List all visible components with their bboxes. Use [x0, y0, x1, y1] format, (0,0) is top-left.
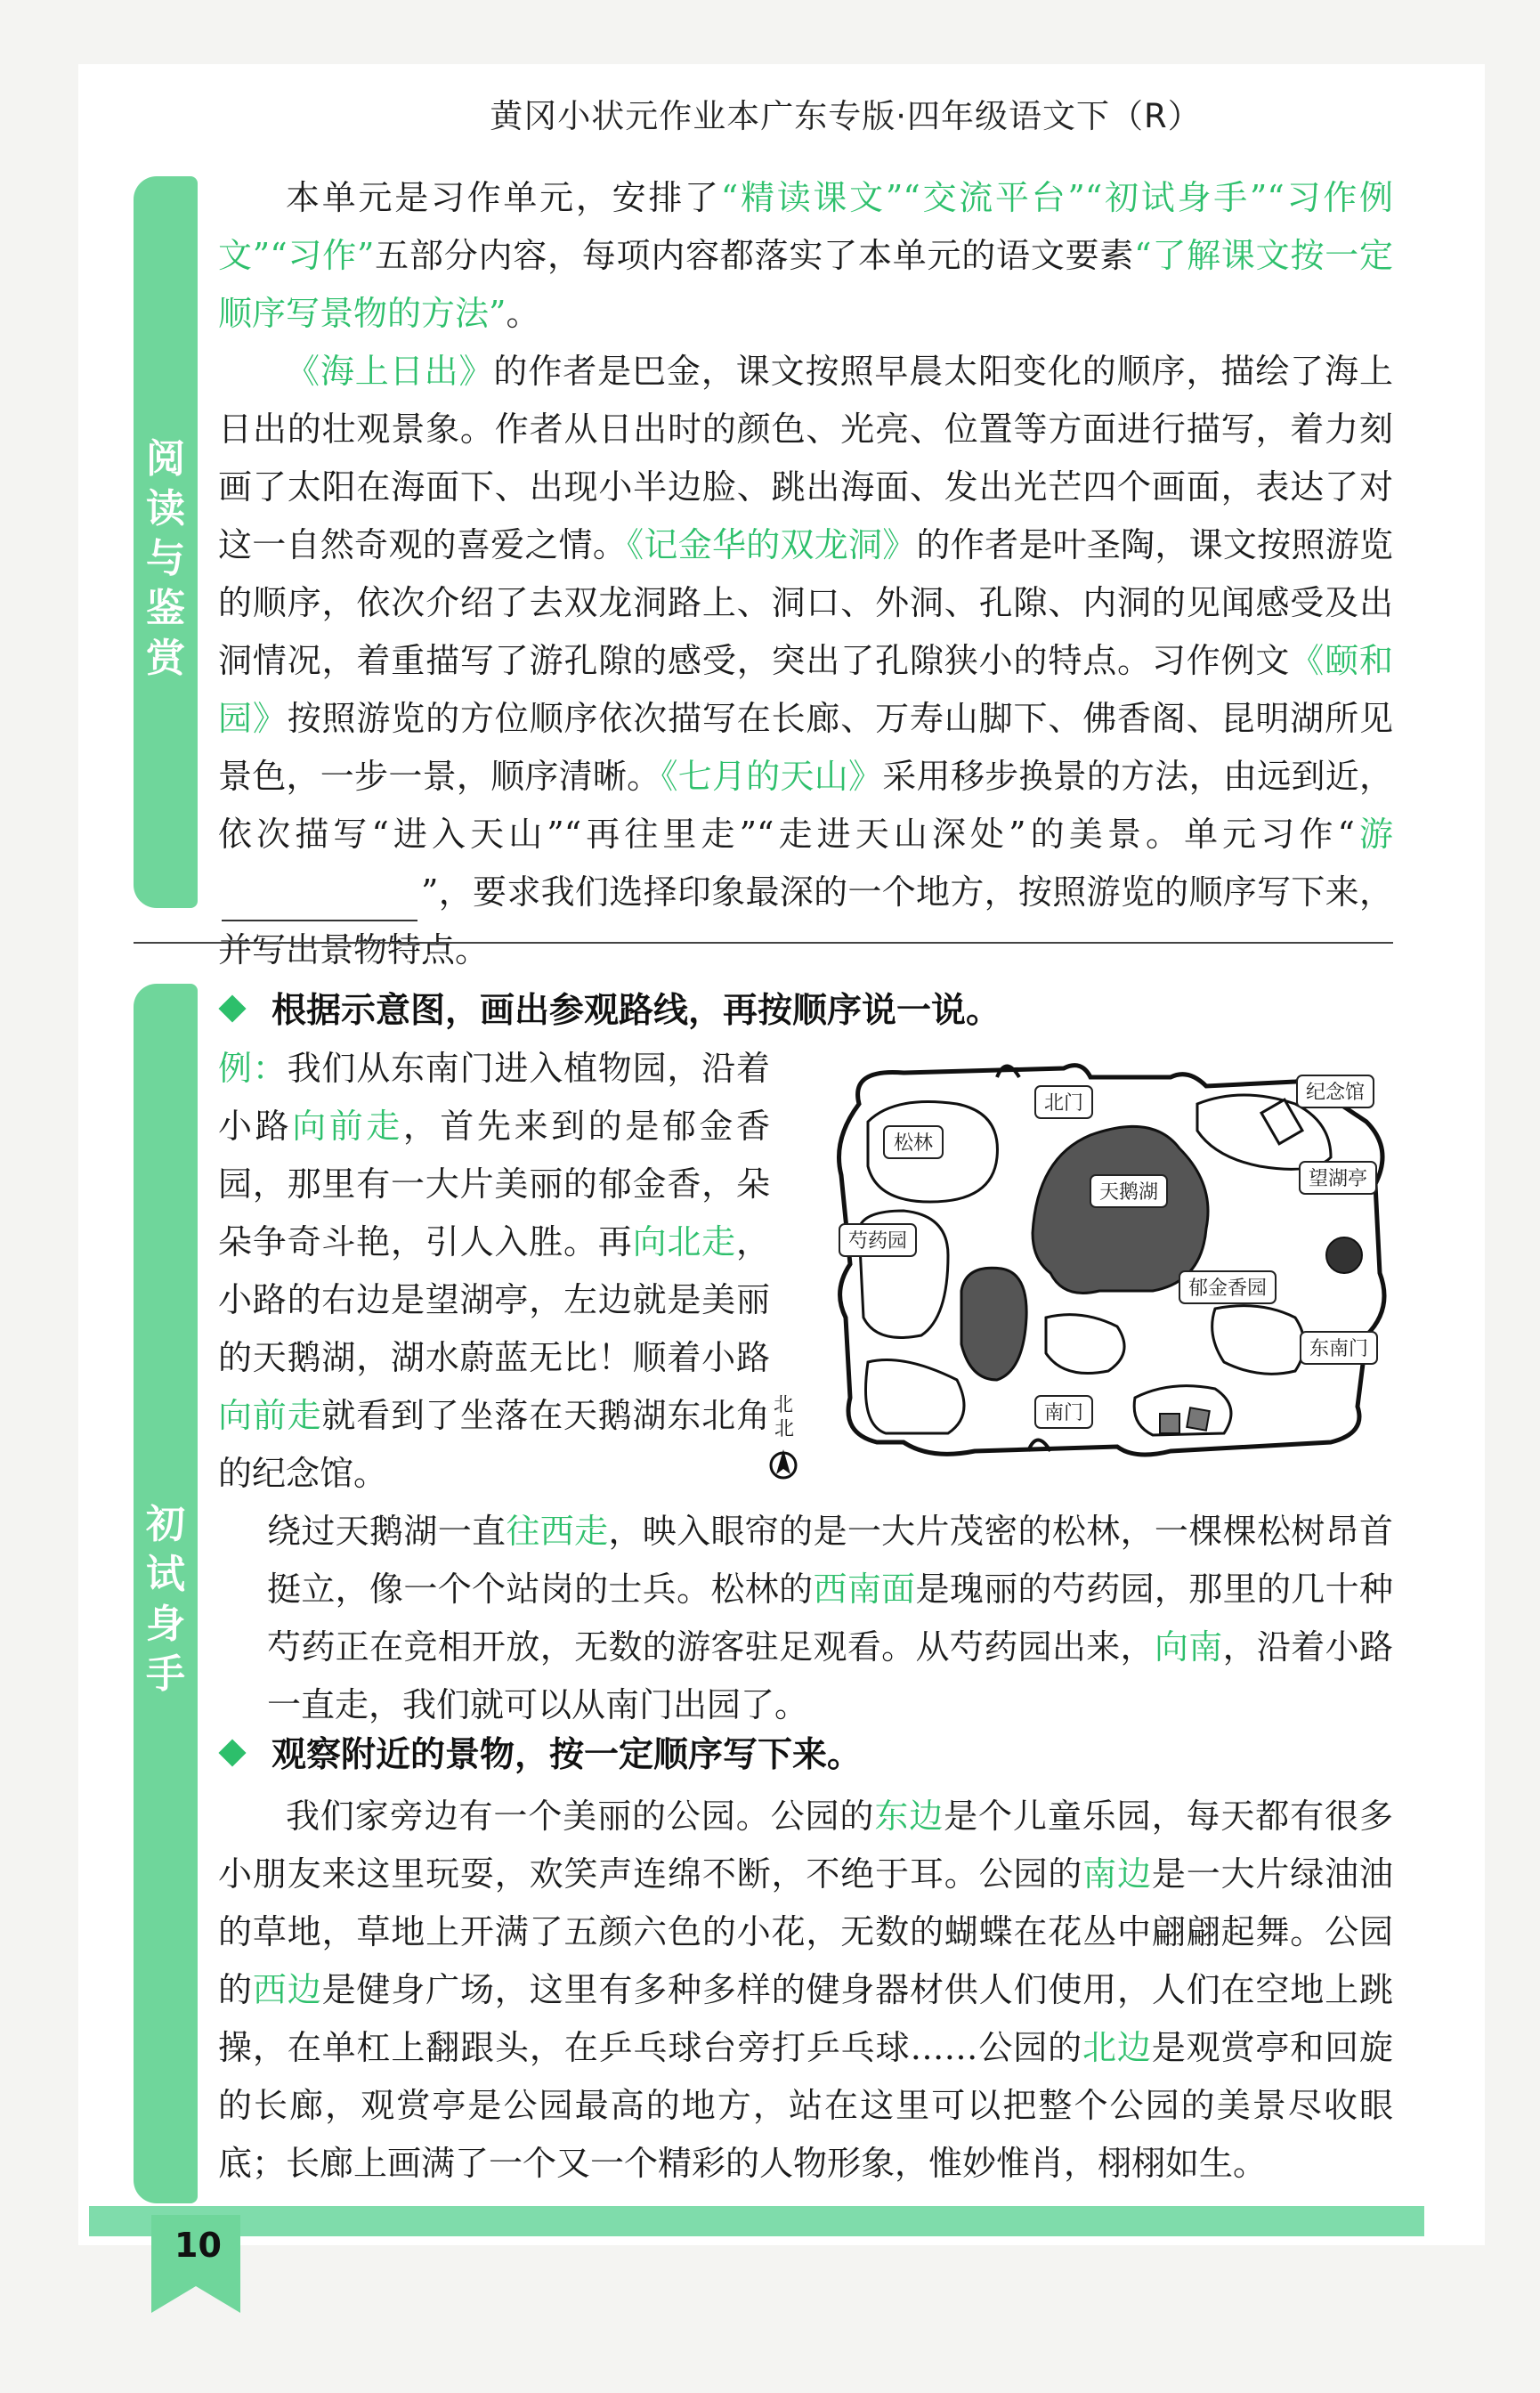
task-2-paragraph — [218, 1788, 1393, 2193]
example-label: 例： — [218, 1049, 288, 1088]
direction: 南边 — [1082, 1854, 1152, 1894]
tab-char: 身 — [146, 1602, 185, 1647]
text: 五部分内容，每项内容都落实了本单元的语文要素 — [374, 236, 1135, 275]
small-pond — [961, 1268, 1026, 1380]
direction: 向前走 — [292, 1107, 403, 1146]
garden-map — [773, 1050, 1402, 1496]
highlight: “了解课文按一定顺序写景物的方法” — [218, 236, 1393, 333]
text: 是瑰丽的芍药园，那里的几十种芍药正在竞相开放，无数的游客驻足观看。从芍药园出来， — [267, 1570, 1393, 1667]
text: 我们从东南门进入植物园，沿着小路 — [218, 1049, 770, 1146]
side-tab-reading-label — [134, 434, 198, 684]
book-title: 《海上日出》 — [286, 352, 494, 391]
text: 是观赏亭和回旋的长廊，观赏亭是公园最高的地方，站在这里可以把整个公园的美景尽收眼底；长廊上画满了一个又一个精彩的人物形象，惟妙惟肖，栩栩如生。 — [218, 2028, 1393, 2183]
north-arrow-label: 北 — [773, 1394, 794, 1416]
label-north-gate: 北门 — [1043, 1092, 1084, 1115]
text: 绕过天鹅湖一直 — [267, 1512, 507, 1551]
book-title: 《七月的天山》 — [661, 757, 883, 796]
side-tab-practice — [134, 984, 198, 2203]
side-tab-practice-label — [134, 1500, 198, 1699]
north-label-html: 北 — [774, 1418, 795, 1440]
text: ，映入眼帘的是一大片茂密的松林，一棵棵松树昂首挺立，像一个个站岗的士兵。松林的 — [267, 1512, 1393, 1609]
tab-char: 读 — [146, 486, 185, 531]
direction: 西边 — [252, 1970, 322, 2009]
direction: 往西走 — [506, 1512, 609, 1551]
section-divider — [134, 942, 1393, 944]
text: 是健身广场，这里有多种多样的健身器材供人们使用，人们在空地上跳操，在单杠上翻跟头，在乒乓球台旁打乒乓球……公园的 — [218, 1970, 1393, 2067]
north-arrow-icon — [767, 1444, 799, 1483]
highlight: “精读课文”“交流平台”“初试身手”“习作例文”“习作” — [218, 178, 1393, 275]
direction: 北边 — [1082, 2028, 1152, 2067]
tab-char: 手 — [146, 1651, 185, 1697]
tab-char: 赏 — [146, 636, 185, 681]
text: ，首先来到的是郁金香园，那里有一大片美丽的郁金香，朵朵争奇斗艳，引人入胜。再 — [218, 1107, 770, 1261]
direction: 东边 — [874, 1797, 944, 1836]
book-title: 《颐和园》 — [218, 641, 1393, 738]
tab-char: 阅 — [146, 436, 185, 482]
page-header: 黄冈小状元作业本广东专版·四年级语文下（R） — [490, 97, 1202, 135]
label-se-gate: 东南门 — [1309, 1338, 1369, 1360]
label-pine: 松林 — [893, 1132, 934, 1155]
text: 。 — [506, 294, 540, 333]
fill-in-blank[interactable] — [222, 884, 417, 921]
text: 的作者是叶圣陶，课文按照游览的顺序，依次介绍了去双龙洞路上、洞口、外洞、孔隙、内洞的见闻感受及出洞情况，着重描写了游孔隙的感受，突出了孔隙狭小的特点。习作例文 — [218, 525, 1393, 680]
text: 的作者是巴金，课文按照早晨太阳变化的顺序，描绘了海上日出的壮观景象。作者从日出时的颜色、光亮、位置等方面进行描写，着力刻画了太阳在海面下、出现小半边脸、跳出海面、发出光芒四个画面，表达了对这一自然奇观的喜爱之情。 — [218, 352, 1393, 564]
task-1-example-bottom — [267, 1503, 1393, 1734]
highlight: 游 — [1354, 815, 1393, 854]
label-peony: 芍药园 — [847, 1230, 908, 1253]
tab-char: 试 — [146, 1552, 185, 1597]
pavilion-icon — [1326, 1237, 1362, 1273]
direction: 向前走 — [218, 1396, 322, 1435]
label-pavilion: 望湖亭 — [1308, 1168, 1368, 1190]
text: 采用移步换景的方法，由远到近，依次描写“进入天山”“再往里走”“走进天山深处”的美景。单元习作“ — [218, 757, 1393, 854]
tab-char: 初 — [146, 1502, 185, 1547]
reading-paragraph-2 — [218, 343, 1393, 979]
text: 我们家旁边有一个美丽的公园。公园的 — [286, 1797, 875, 1836]
direction: 向北走 — [632, 1222, 736, 1261]
direction: 向南 — [1154, 1627, 1223, 1667]
text: 按照游览的方位顺序依次描写在长廊、万寿山脚下、佛香阁、昆明湖所见景色，一步一景，顺序清晰。 — [218, 699, 1393, 796]
label-memorial: 纪念馆 — [1305, 1082, 1366, 1104]
label-tulip: 郁金香园 — [1187, 1278, 1268, 1300]
text: ，沿着小路一直走，我们就可以从南门出园了。 — [267, 1627, 1393, 1724]
text: ，小路的右边是望湖亭，左边就是美丽的天鹅湖，湖水蔚蓝无比！顺着小路 — [218, 1222, 770, 1377]
task-1-title: 根据示意图，画出参观路线，再按顺序说一说。 — [272, 991, 1001, 1031]
text: 就看到了坐落在天鹅湖东北角的纪念馆。 — [218, 1396, 770, 1493]
text: 本单元是习作单元，安排了 — [286, 178, 721, 217]
book-title: 《记金华的双龙洞》 — [627, 525, 917, 564]
task-2-title: 观察附近的景物，按一定顺序写下来。 — [272, 1735, 863, 1775]
label-south-gate: 南门 — [1043, 1402, 1084, 1424]
tab-char: 鉴 — [146, 586, 185, 631]
tab-char: 与 — [146, 536, 185, 581]
bottom-bar — [89, 2206, 1424, 2236]
page-number: 10 — [174, 2226, 222, 2265]
text: ”，要求我们选择印象最深的一个地方，按照游览的顺序写下来，并写出景物特点。 — [218, 872, 1393, 969]
text: 是个儿童乐园，每天都有很多小朋友来这里玩耍，欢笑声连绵不断，不绝于耳。公园的 — [218, 1797, 1393, 1894]
label-swan-lake: 天鹅湖 — [1098, 1181, 1159, 1204]
task-1-example-top — [218, 1040, 770, 1503]
reading-paragraph-1 — [218, 169, 1393, 343]
side-tab-reading — [134, 176, 198, 908]
direction: 西南面 — [813, 1570, 916, 1609]
text: 是一大片绿油油的草地，草地上开满了五颜六色的小花，无数的蝴蝶在花丛中翩翩起舞。公园的 — [218, 1854, 1393, 2009]
